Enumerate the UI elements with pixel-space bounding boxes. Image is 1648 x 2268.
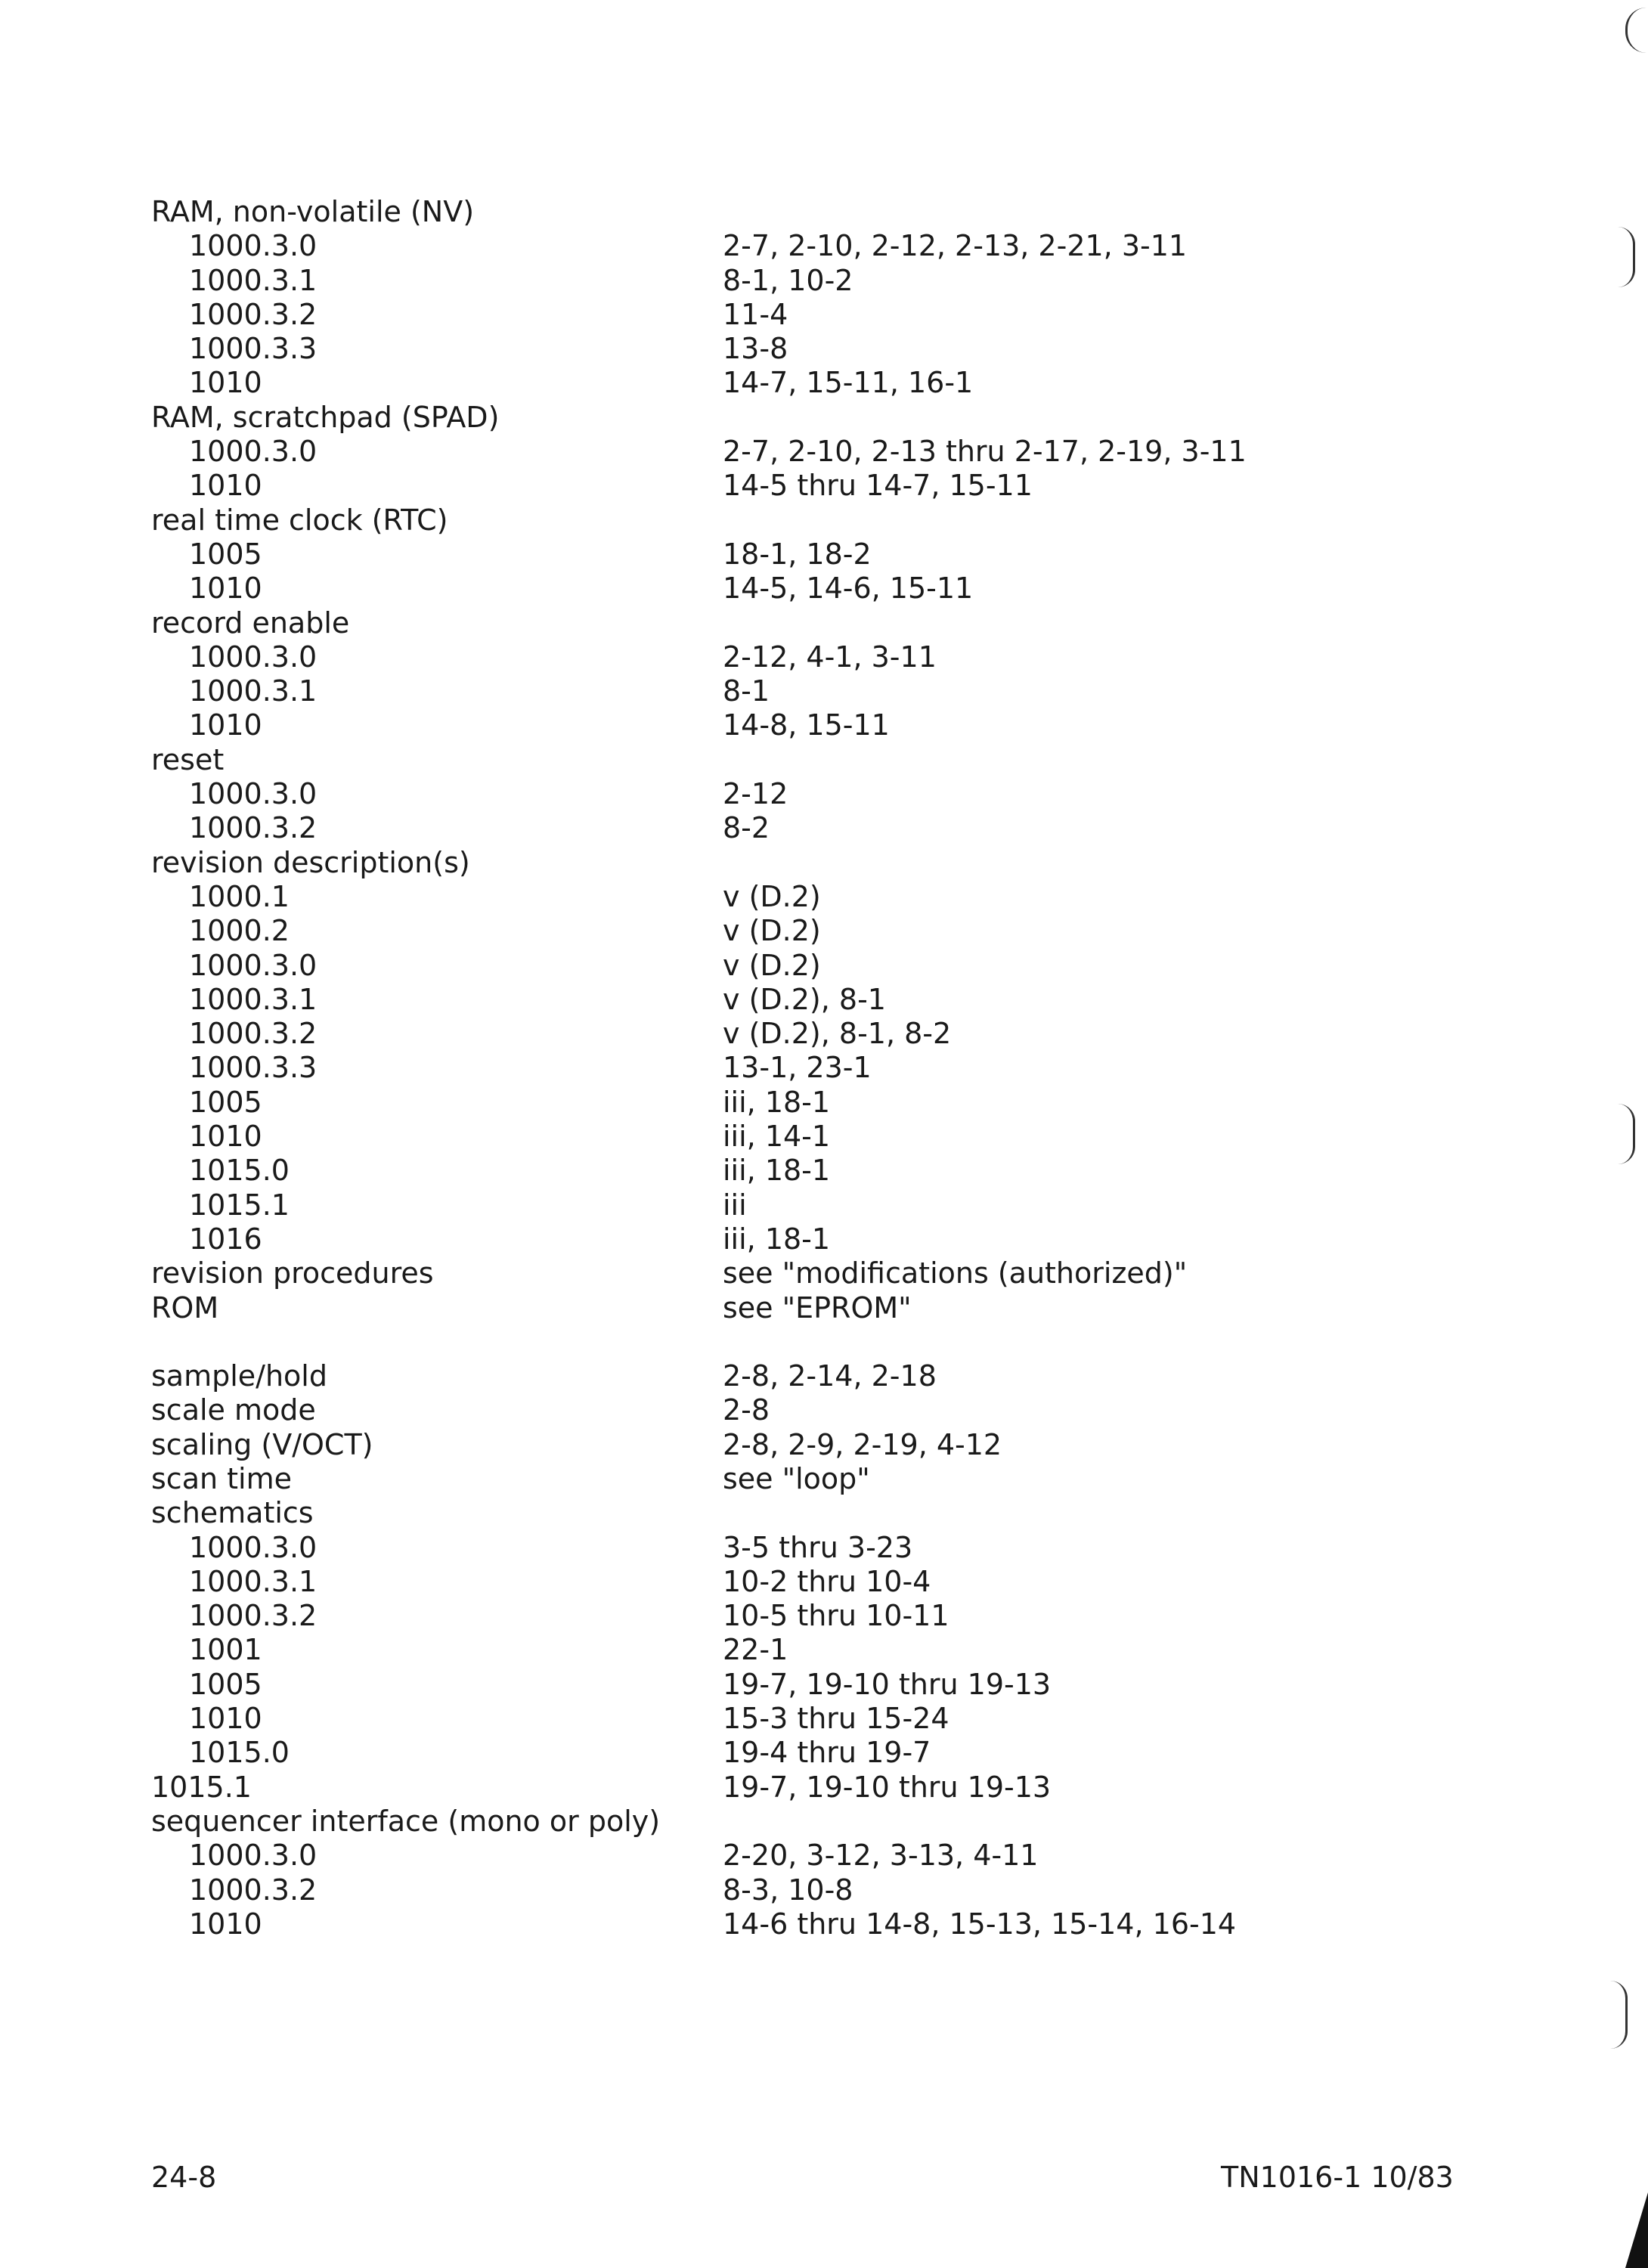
index-subterm: 1015.0 bbox=[189, 1154, 290, 1188]
index-entry bbox=[151, 1907, 1512, 1941]
index-entry bbox=[151, 401, 1512, 435]
index-term: record enable bbox=[151, 606, 350, 640]
index-subterm: 1000.3.0 bbox=[189, 1530, 318, 1564]
index-page-refs: 14-5 thru 14-7, 15-11 bbox=[723, 469, 1033, 503]
index-page-refs: v (D.2), 8-1 bbox=[723, 982, 886, 1016]
index-subterm: 1000.3.0 bbox=[189, 640, 318, 674]
index-subterm: 1010 bbox=[189, 366, 262, 400]
index-entry bbox=[151, 1496, 1512, 1530]
index-page-refs: 8-1 bbox=[723, 674, 770, 708]
index-entry bbox=[151, 503, 1512, 538]
index-page-refs: v (D.2) bbox=[723, 879, 821, 913]
index-entry bbox=[151, 1736, 1512, 1770]
index-entry bbox=[151, 469, 1512, 503]
index-page-refs: 13-8 bbox=[723, 332, 788, 366]
document-id: TN1016-1 10/83 bbox=[1221, 2161, 1454, 2194]
index-page-refs: 2-12 bbox=[723, 777, 788, 811]
index-entry bbox=[151, 1771, 1512, 1805]
index-term: scaling (V/OCT) bbox=[151, 1427, 373, 1461]
index-entry bbox=[151, 1256, 1512, 1290]
index-entry bbox=[151, 1051, 1512, 1085]
index-page-refs: 14-7, 15-11, 16-1 bbox=[723, 366, 974, 400]
index-page-refs: iii, 18-1 bbox=[723, 1222, 831, 1256]
index-entry bbox=[151, 1325, 1512, 1359]
index-subterm: 1010 bbox=[189, 1907, 262, 1941]
index-entry bbox=[151, 538, 1512, 572]
index-page-refs: iii, 18-1 bbox=[723, 1085, 831, 1119]
index-page-refs: 8-1, 10-2 bbox=[723, 263, 853, 297]
index-entry bbox=[151, 366, 1512, 400]
index-page-refs: v (D.2), 8-1, 8-2 bbox=[723, 1017, 952, 1051]
index-subterm: 1000.3.3 bbox=[189, 332, 318, 366]
index-page-refs: iii, 14-1 bbox=[723, 1120, 831, 1154]
index-entry bbox=[151, 640, 1512, 674]
index-entry bbox=[151, 1188, 1512, 1222]
index-page-refs: 2-12, 4-1, 3-11 bbox=[723, 640, 937, 674]
index-page-refs: 15-3 thru 15-24 bbox=[723, 1702, 949, 1736]
scan-artifact-top bbox=[1625, 8, 1646, 53]
index-entry bbox=[151, 708, 1512, 742]
index-subterm: 1000.3.2 bbox=[189, 1599, 318, 1633]
index-page-refs: 2-20, 3-12, 3-13, 4-11 bbox=[723, 1839, 1039, 1873]
index-entry bbox=[151, 1633, 1512, 1667]
index-subterm: 1010 bbox=[189, 1120, 262, 1154]
index-subterm: 1005 bbox=[189, 1085, 262, 1119]
index-page-refs: 2-7, 2-10, 2-12, 2-13, 2-21, 3-11 bbox=[723, 229, 1188, 263]
index-subterm: 1000.3.2 bbox=[189, 1873, 318, 1907]
scan-artifact-corner bbox=[1625, 2192, 1648, 2268]
index-page-refs: 19-4 thru 19-7 bbox=[723, 1736, 931, 1770]
index-page-refs: 2-8, 2-14, 2-18 bbox=[723, 1359, 937, 1393]
index-page-refs: 13-1, 23-1 bbox=[723, 1051, 872, 1085]
index-subterm: 1000.3.0 bbox=[189, 1839, 318, 1873]
index-term: sample/hold bbox=[151, 1359, 327, 1393]
index-page-refs: v (D.2) bbox=[723, 914, 821, 948]
index-term: schematics bbox=[151, 1496, 314, 1530]
index-entry bbox=[151, 1462, 1512, 1496]
index-term: sequencer interface (mono or poly) bbox=[151, 1804, 661, 1838]
index-entry bbox=[151, 1702, 1512, 1736]
index-term: scale mode bbox=[151, 1393, 316, 1427]
index-term: RAM, scratchpad (SPAD) bbox=[151, 400, 500, 434]
index-subterm: 1000.3.3 bbox=[189, 1051, 318, 1085]
index-subterm: 1016 bbox=[189, 1222, 262, 1256]
index-entry bbox=[151, 1017, 1512, 1051]
index-page-refs: v (D.2) bbox=[723, 948, 821, 982]
index-entry bbox=[151, 914, 1512, 948]
index-term: revision description(s) bbox=[151, 845, 470, 879]
index-list bbox=[151, 195, 1512, 1941]
index-page-refs: 19-7, 19-10 thru 19-13 bbox=[723, 1770, 1052, 1804]
index-subterm: 1010 bbox=[189, 1702, 262, 1736]
index-entry bbox=[151, 1120, 1512, 1154]
index-page-refs: see "loop" bbox=[723, 1461, 870, 1495]
index-subterm: 1005 bbox=[189, 1667, 262, 1701]
index-term: 1015.1 bbox=[151, 1770, 252, 1804]
index-entry bbox=[151, 777, 1512, 811]
index-term: reset bbox=[151, 742, 225, 776]
index-entry bbox=[151, 1393, 1512, 1427]
index-page-refs: 14-6 thru 14-8, 15-13, 15-14, 16-14 bbox=[723, 1907, 1237, 1941]
index-term: ROM bbox=[151, 1290, 219, 1325]
index-entry bbox=[151, 811, 1512, 845]
index-subterm: 1000.3.1 bbox=[189, 1564, 318, 1598]
index-subterm: 1000.3.2 bbox=[189, 1017, 318, 1051]
index-subterm: 1000.3.0 bbox=[189, 948, 318, 982]
index-page-refs: 14-8, 15-11 bbox=[723, 708, 890, 742]
index-entry bbox=[151, 1428, 1512, 1462]
index-page-refs: 10-5 thru 10-11 bbox=[723, 1599, 949, 1633]
index-page-refs: iii bbox=[723, 1188, 747, 1222]
index-entry bbox=[151, 298, 1512, 332]
index-page-refs: 22-1 bbox=[723, 1633, 788, 1667]
index-page-refs: 3-5 thru 3-23 bbox=[723, 1530, 913, 1564]
index-entry bbox=[151, 1565, 1512, 1599]
index-entry bbox=[151, 435, 1512, 469]
index-page-refs: 8-2 bbox=[723, 811, 770, 845]
index-subterm: 1000.3.2 bbox=[189, 811, 318, 845]
index-subterm: 1015.0 bbox=[189, 1736, 290, 1770]
index-page-refs: 11-4 bbox=[723, 297, 788, 331]
index-subterm: 1000.3.0 bbox=[189, 435, 318, 469]
index-page-refs: 10-2 thru 10-4 bbox=[723, 1564, 931, 1598]
index-entry bbox=[151, 264, 1512, 298]
index-page-refs: 8-3, 10-8 bbox=[723, 1873, 853, 1907]
index-entry bbox=[151, 1154, 1512, 1188]
index-entry bbox=[151, 572, 1512, 606]
index-entry bbox=[151, 949, 1512, 983]
index-subterm: 1000.3.1 bbox=[189, 982, 318, 1016]
index-entry bbox=[151, 880, 1512, 914]
index-entry bbox=[151, 229, 1512, 263]
index-term: revision procedures bbox=[151, 1256, 434, 1290]
index-entry bbox=[151, 743, 1512, 777]
index-subterm: 1005 bbox=[189, 537, 262, 571]
index-subterm: 1000.3.2 bbox=[189, 297, 318, 331]
index-entry bbox=[151, 983, 1512, 1017]
index-entry bbox=[151, 332, 1512, 366]
scan-artifact-3 bbox=[1610, 1981, 1628, 2049]
index-entry bbox=[151, 846, 1512, 880]
index-subterm: 1001 bbox=[189, 1633, 262, 1667]
index-subterm: 1000.3.1 bbox=[189, 263, 318, 297]
index-entry bbox=[151, 1531, 1512, 1565]
scan-artifact-2 bbox=[1618, 1104, 1635, 1164]
index-subterm: 1000.3.0 bbox=[189, 777, 318, 811]
index-subterm: 1000.3.1 bbox=[189, 674, 318, 708]
index-page-refs: 2-8 bbox=[723, 1393, 770, 1427]
index-page-refs: 18-1, 18-2 bbox=[723, 537, 872, 571]
index-entry bbox=[151, 1222, 1512, 1256]
index-page-refs: 14-5, 14-6, 15-11 bbox=[723, 572, 974, 606]
scan-artifact-1 bbox=[1618, 227, 1635, 287]
index-entry bbox=[151, 1668, 1512, 1702]
index-term: scan time bbox=[151, 1461, 292, 1495]
index-subterm: 1015.1 bbox=[189, 1188, 290, 1222]
index-page-refs: iii, 18-1 bbox=[723, 1154, 831, 1188]
index-entry bbox=[151, 606, 1512, 640]
index-term: RAM, non-volatile (NV) bbox=[151, 195, 475, 228]
index-page-refs: see "modifications (authorized)" bbox=[723, 1256, 1188, 1290]
index-entry bbox=[151, 1839, 1512, 1873]
index-entry bbox=[151, 674, 1512, 708]
index-entry bbox=[151, 1086, 1512, 1120]
index-subterm: 1000.2 bbox=[189, 914, 290, 948]
index-subterm: 1010 bbox=[189, 572, 262, 606]
index-subterm: 1010 bbox=[189, 469, 262, 503]
index-entry bbox=[151, 195, 1512, 229]
index-entry bbox=[151, 1291, 1512, 1325]
index-page-refs: 19-7, 19-10 thru 19-13 bbox=[723, 1667, 1052, 1701]
index-entry bbox=[151, 1359, 1512, 1393]
index-subterm: 1000.1 bbox=[189, 879, 290, 913]
index-page-refs: see "EPROM" bbox=[723, 1290, 912, 1325]
index-page-refs: 2-8, 2-9, 2-19, 4-12 bbox=[723, 1427, 1002, 1461]
index-subterm: 1000.3.0 bbox=[189, 229, 318, 263]
index-entry bbox=[151, 1599, 1512, 1633]
index-entry bbox=[151, 1873, 1512, 1907]
index-entry bbox=[151, 1805, 1512, 1839]
index-page-refs: 2-7, 2-10, 2-13 thru 2-17, 2-19, 3-11 bbox=[723, 435, 1247, 469]
page-number: 24-8 bbox=[151, 2161, 217, 2194]
index-term: real time clock (RTC) bbox=[151, 503, 448, 537]
index-subterm: 1010 bbox=[189, 708, 262, 742]
